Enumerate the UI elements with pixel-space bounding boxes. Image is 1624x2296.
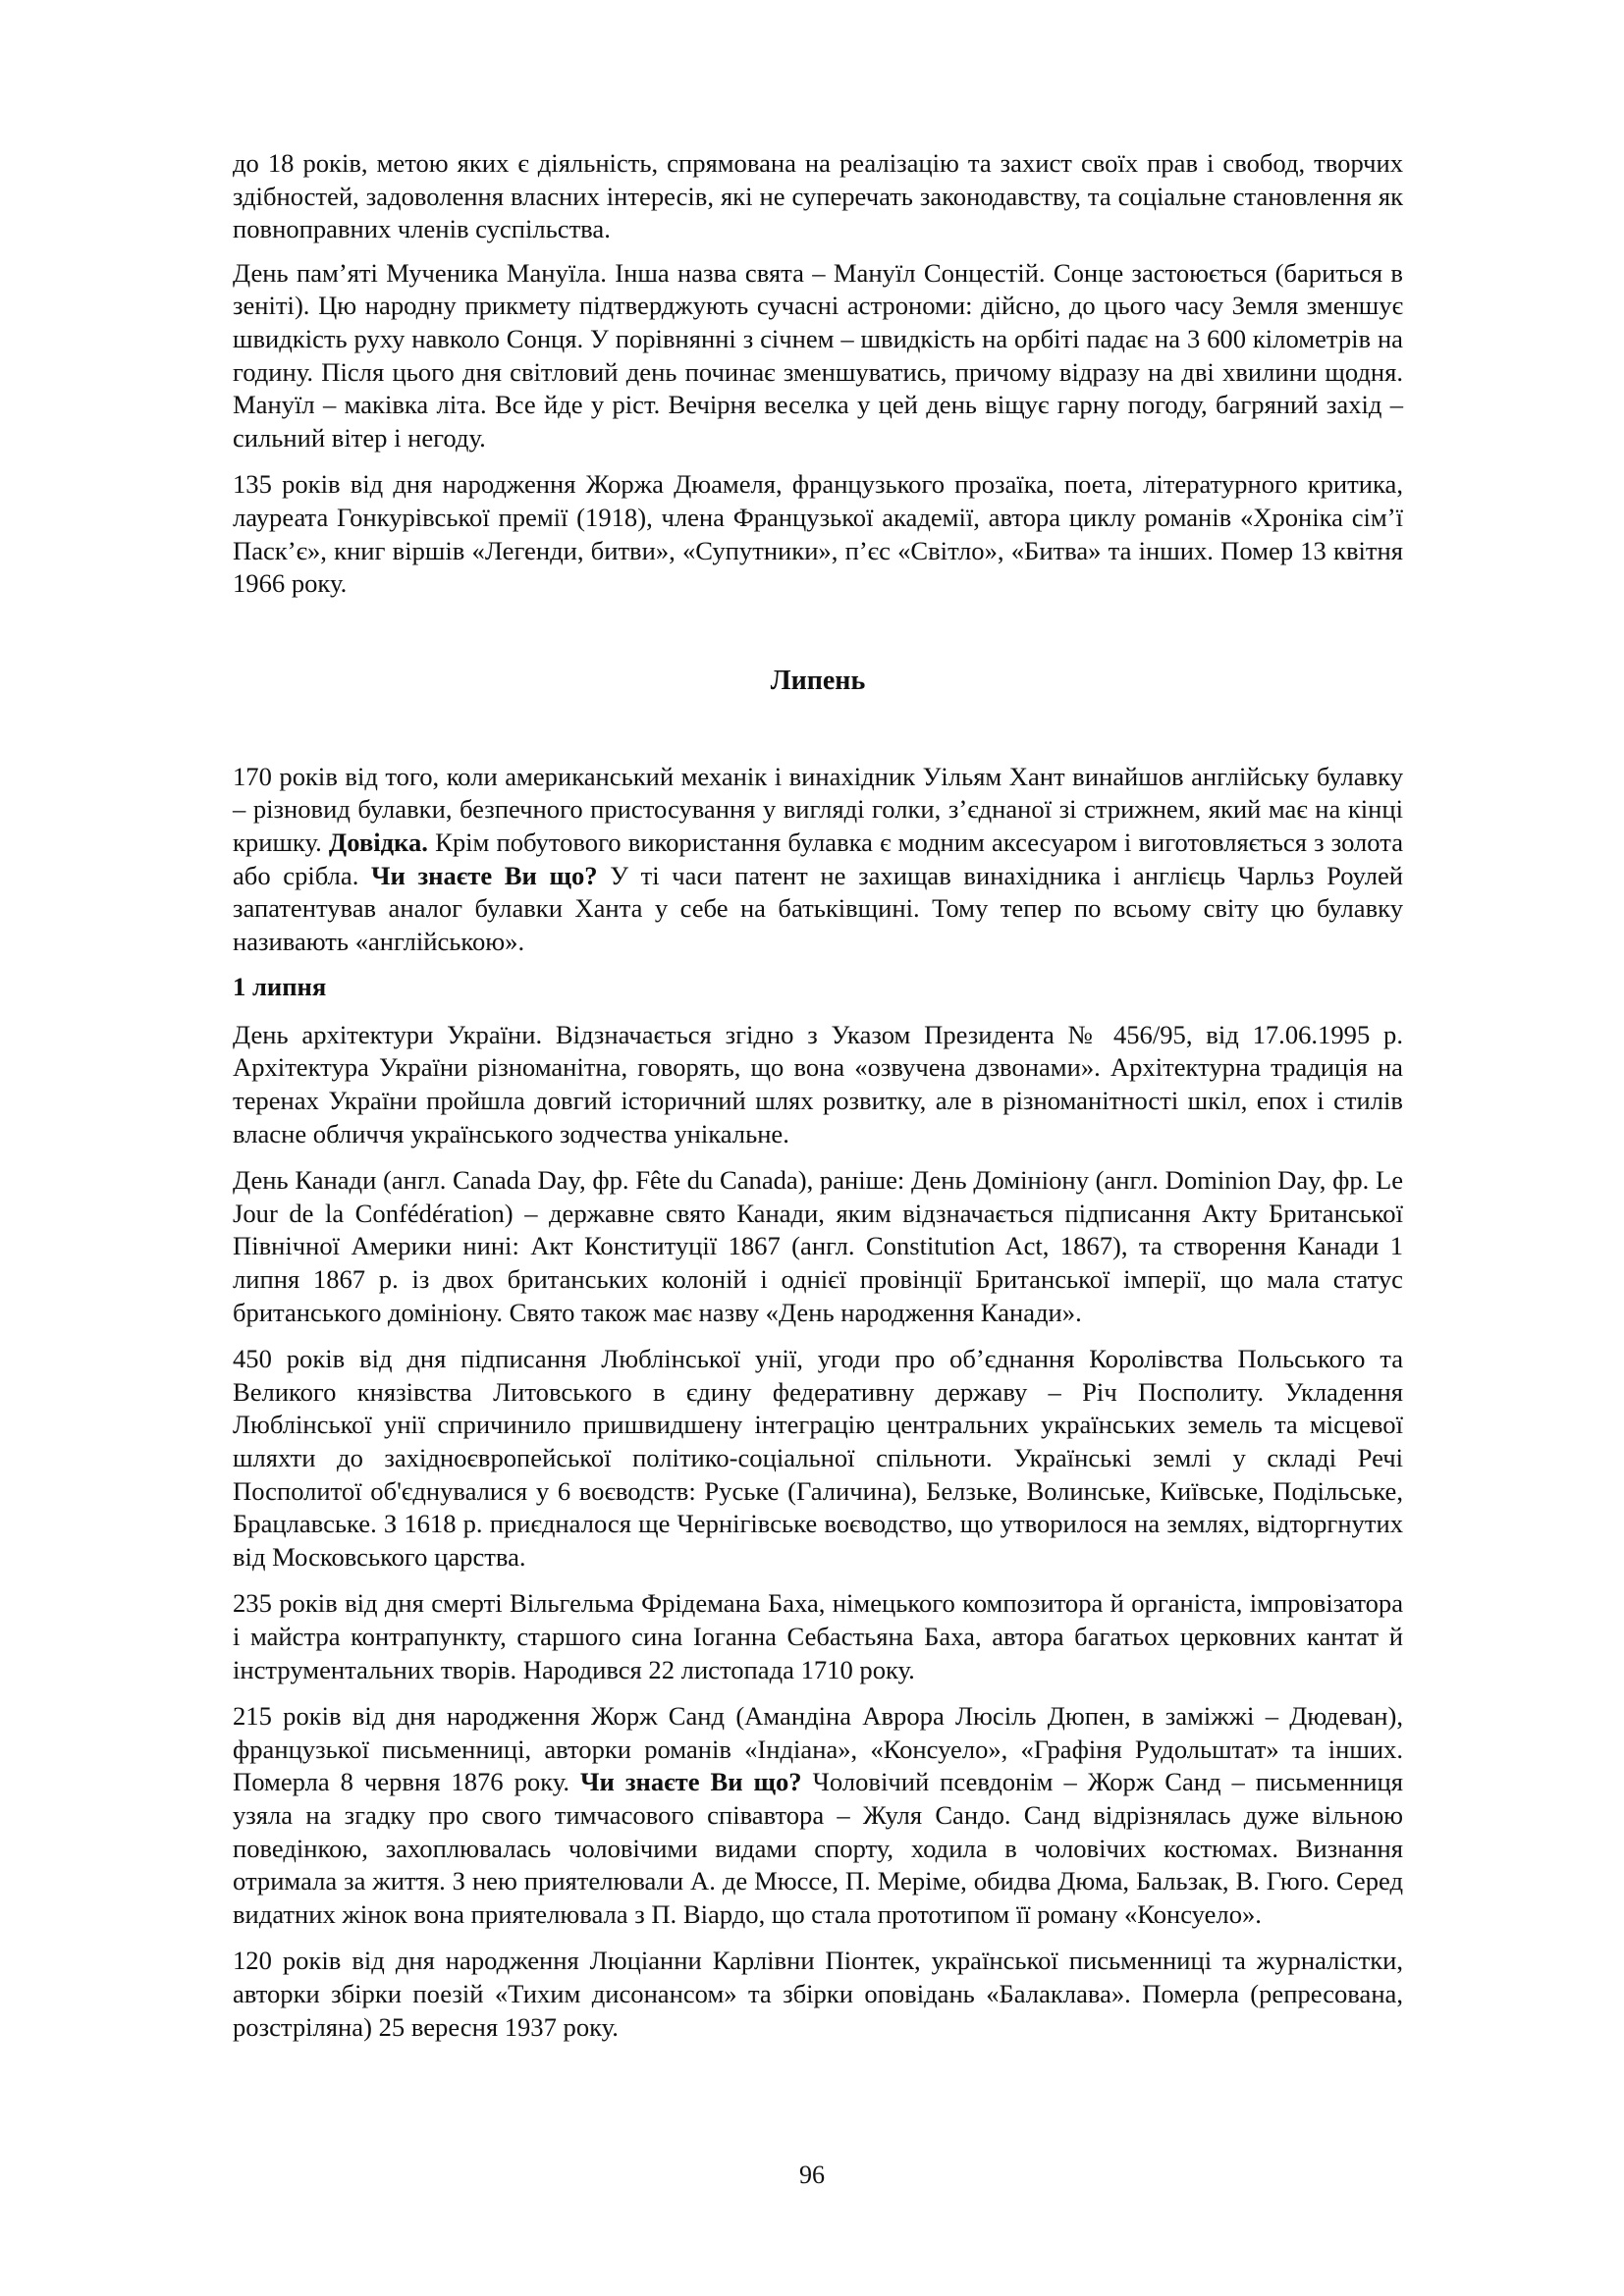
safety-pin-text-2: Крім побутового використання булавка є модним аксесуаром і виготовляється з золота або срібла. xyxy=(233,827,1404,890)
page-number: 96 xyxy=(799,2161,825,2189)
did-you-know-label: Чи знаєте Ви що? xyxy=(580,1767,802,1797)
safety-pin-text-3: У ті часи патент не захищав винахідника і англієць Чарльз Роулей запатентував аналог булавки Ханта у себе на батьківщині. Тому тепер по всьому світу цю булавку називають «англійською». xyxy=(233,860,1404,956)
did-you-know-label: Чи знаєте Ви що? xyxy=(371,860,598,890)
paragraph-intro-continuation: до 18 років, метою яких є діяльність, спрямована на реалізацію та захист своїх прав і свобод, творчих здібностей, задоволення власних інтересів, які не суперечать законодавству, та соціальне становлення як повноправних членів суспільства. xyxy=(233,148,1403,244)
paragraph-duhamel: 135 років від дня народження Жоржа Дюамеля, французького прозаїка, поета, літературного критика, лауреата Гонкурівської премії (1918), члена Французької академії, автора циклу романів «Хроніка сім’ї Паск’є», книг віршів «Легенди, битви», «Супутники», п’єс «Світло», «Битва» та інших. Помер 13 квітня 1966 року. xyxy=(233,469,1403,599)
paragraph-manuil-day: День пам’яті Мученика Мануїла. Інша назва свята – Мануїл Сонцестій. Сонце застоюється (бариться в зеніті). Цю народну прикмету підтверджують сучасні астрономи: дійсно, до цього часу Земля зменшує швидкість руху навколо Сонця. У порівнянні з січнем – швидкість на орбіті падає на 3 600 кілометрів на годину. Після цього дня світловий день починає зменшуватись, причому відразу на дві хвилини щодня. Мануїл – маківка літа. Все йде у ріст. Вечірня веселка у цей день віщує гарну погоду, багряний захід – сильний вітер і негоду. xyxy=(233,257,1403,453)
document-page xyxy=(233,147,1403,2044)
section-title-july: Липень xyxy=(770,665,866,696)
reference-label: Довідка. xyxy=(328,827,428,857)
paragraph-piontek: 120 років від дня народження Люціанни Карлівни Піонтек, української письменниці та журналістки, авторки збірки поезій «Тихим дисонансом» та збірки оповідань «Балаклава». Померла (репресована, розстріляна) 25 вересня 1937 року. xyxy=(233,1946,1403,2042)
paragraph-george-sand xyxy=(233,1700,1403,1931)
george-sand-text-2: Чоловічий псевдонім – Жорж Санд – письменниця узяла на згадку про свого тимчасового співавтора – Жуля Сандо. Санд відрізнялась дуже вільною поведінкою, захоплювалась чоловічими видами спорту, ходила в чоловічих костюмах. Визнання отримала за життя. З нею приятелювали А. де Мюссе, П. Меріме, обидва Дюма, Бальзак, В. Гюго. Серед видатних жінок вона приятелювала з П. Віардо, що стала прототипом її роману «Консуело». xyxy=(233,1767,1403,1929)
paragraph-canada-day: День Канади (англ. Canada Day, фр. Fête du Canada), раніше: День Домініону (англ. Dominion Day, фр. Le Jour de la Confédération) – державне свято Канади, яким відзначається підписання Акту Британської Північної Америки нині: Акт Конституції 1867 (англ. Constitution Act, 1867), та створення Канади 1 липня 1867 р. із двох британських колоній і однієї провінції Британської імперії, що мала статус британського домініону. Свято також має назву «День народження Канади». xyxy=(233,1165,1403,1327)
paragraph-safety-pin xyxy=(233,761,1403,959)
paragraph-architecture-day: День архітектури України. Відзначається згідно з Указом Президента № 456/95, від 17.06.1995 р. Архітектура України різноманітна, говорять, що вона «озвучена дзвонами». Архітектурна традиція на теренах України пройшла довгий історичний шлях розвитку, але в різноманітності шкіл, епох і стилів власне обличчя українського зодчества унікальне. xyxy=(233,1019,1403,1148)
date-heading-july-1: 1 липня xyxy=(233,972,327,1002)
paragraph-bach: 235 років від дня смерті Вільгельма Фрідемана Баха, німецького композитора й органіста, імпровізатора і майстра контрапункту, старшого сина Іоганна Себастьяна Баха, автора багатьох церковних кантат й інструментальних творів. Народився 22 листопада 1710 року. xyxy=(233,1588,1403,1684)
paragraph-lublin-union: 450 років від дня підписання Люблінської унії, угоди про об’єднання Королівства Польського та Великого князівства Литовського в єдину федеративну державу – Річ Посполиту. Укладення Люблінської унії спричинило пришвидшену інтеграцію центральних українських земель та місцевої шляхти до західноєвропейської політико-соціальної спільноти. Українські землі у складі Речі Посполитої об'єднувалися у 6 воєводств: Руське (Галичина), Белзьке, Волинське, Київське, Подільське, Брацлавське. З 1618 р. приєдналося ще Чернігівське воєводство, що утворилося на землях, відторгнутих від Московського царства. xyxy=(233,1344,1403,1572)
george-sand-text-1: 215 років від дня народження Жорж Санд (Амандіна Аврора Люсіль Дюпен, в заміжжі – Дюдеван), французької письменниці, авторки романів «Індіана», «Консуело», «Графіня Рудольштат» та інших. Померла 8 червня 1876 року. xyxy=(233,1701,1403,1797)
safety-pin-text-1: 170 років від того, коли американський механік і винахідник Уільям Хант винайшов англійську булавку – різновид булавки, безпечного пристосування у вигляді голки, з’єднаної зі стрижнем, який має на кінці кришку. xyxy=(233,761,1403,857)
